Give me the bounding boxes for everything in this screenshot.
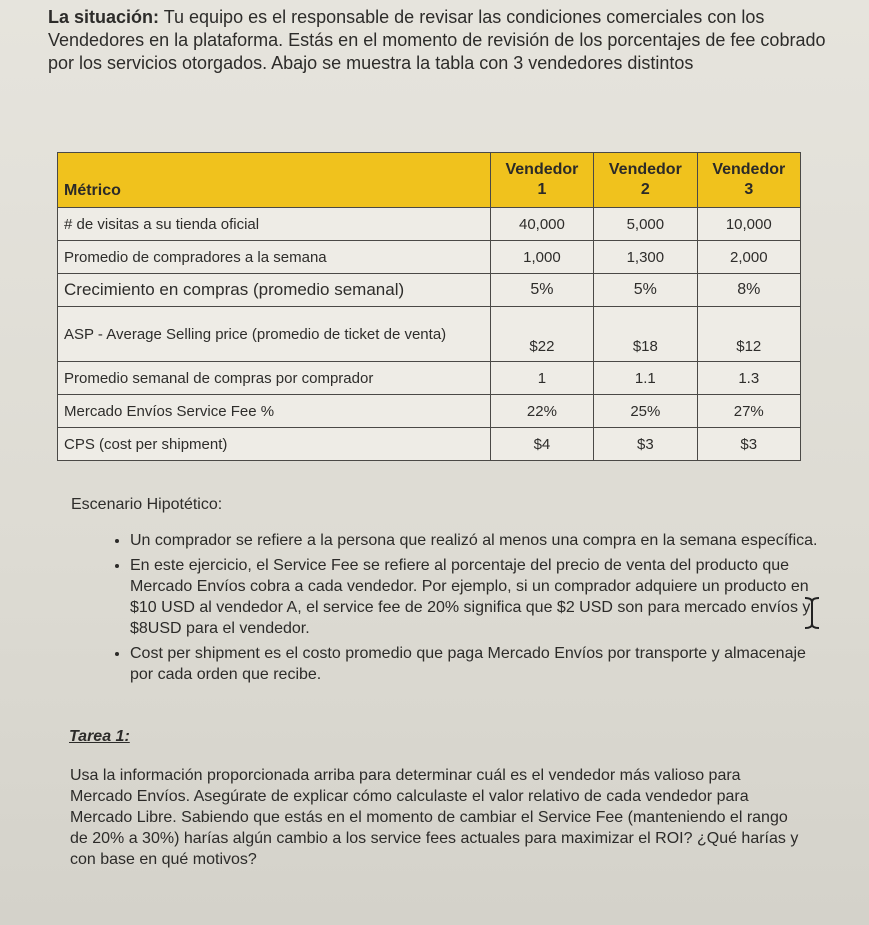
cell-vendor-1: $4 xyxy=(490,428,593,461)
table-row xyxy=(58,241,801,274)
cell-vendor-3: 10,000 xyxy=(697,208,800,241)
list-item: • En este ejercicio, el Service Fee se refiere al porcentaje del precio de venta del producto que Mercado Envíos cobra a cada vendedor. Por ejemplo, si un comprador adquiere un producto en $10 USD al vendedor A, el service fee de 20% significa que $2 USD son para mercado envíos y $8USD para el vendedor. xyxy=(130,555,830,639)
row-label: Promedio semanal de compras por comprador xyxy=(58,362,491,395)
metrics-table xyxy=(57,152,801,461)
text-cursor-icon xyxy=(802,596,822,630)
scenario-title: Escenario Hipotético: xyxy=(71,496,223,513)
vendor-word: Vendedor xyxy=(505,161,579,178)
vendor-word: Vendedor xyxy=(712,161,786,178)
cell-vendor-3: 8% xyxy=(697,274,800,307)
cell-vendor-1: 5% xyxy=(490,274,593,307)
vendor-1-header xyxy=(490,153,593,208)
cell-vendor-2: $3 xyxy=(594,428,697,461)
situation-paragraph xyxy=(48,6,853,75)
cell-vendor-1: 22% xyxy=(490,395,593,428)
row-label: Mercado Envíos Service Fee % xyxy=(58,395,491,428)
vendor-word: Vendedor xyxy=(608,161,682,178)
task-body: Usa la información proporcionada arriba para determinar cuál es el vendedor más valioso para Mercado Envíos. Asegúrate de explicar cómo calculaste el valor relativo de cada vendedor para Mercado Libre. Sabiendo que estás en el momento de cambiar el Service Fee (manteniendo el rango de 20% a 30%) harías algún cambio a los service fees actuales para maximizar el ROI? ¿Qué harías y con base en qué motivos? xyxy=(70,767,799,868)
task-title: Tarea 1: xyxy=(69,728,130,745)
table-row xyxy=(58,307,801,362)
cell-vendor-2: 5% xyxy=(594,274,697,307)
situation-text: Tu equipo es el responsable de revisar las condiciones comerciales con los Vendedores en la plataforma. Estás en el momento de revisión de los porcentajes de fee cobrado por los servicios otorgados. Abajo se muestra la tabla con 3 vendedores distintos xyxy=(48,7,826,73)
situation-label: La situación: xyxy=(48,7,160,27)
table-row xyxy=(58,362,801,395)
table-row xyxy=(58,208,801,241)
vendor-2-header xyxy=(594,153,697,208)
cell-vendor-2: $18 xyxy=(594,307,697,362)
cell-vendor-3: 1.3 xyxy=(697,362,800,395)
cell-vendor-1: $22 xyxy=(490,307,593,362)
cell-vendor-2: 1,300 xyxy=(594,241,697,274)
metric-column-header: Métrico xyxy=(58,153,491,208)
vendor-number: 1 xyxy=(537,181,547,198)
row-label: CPS (cost per shipment) xyxy=(58,428,491,461)
vendor-number: 3 xyxy=(744,181,754,198)
vendor-number: 2 xyxy=(640,181,650,198)
metrics-table-wrapper xyxy=(57,152,801,461)
cell-vendor-1: 1,000 xyxy=(490,241,593,274)
row-label: Crecimiento en compras (promedio semanal) xyxy=(58,274,491,307)
cell-vendor-3: $3 xyxy=(697,428,800,461)
table-row xyxy=(58,274,801,307)
cell-vendor-1: 40,000 xyxy=(490,208,593,241)
cell-vendor-3: 2,000 xyxy=(697,241,800,274)
cell-vendor-3: 27% xyxy=(697,395,800,428)
row-label: Promedio de compradores a la semana xyxy=(58,241,491,274)
vendor-3-header xyxy=(697,153,800,208)
cell-vendor-2: 25% xyxy=(594,395,697,428)
list-item: • Cost per shipment es el costo promedio que paga Mercado Envíos por transporte y almacenaje por cada orden que recibe. xyxy=(130,643,830,685)
table-header-row xyxy=(58,153,801,208)
table-row xyxy=(58,428,801,461)
cell-vendor-1: 1 xyxy=(490,362,593,395)
table-row xyxy=(58,395,801,428)
cell-vendor-3: $12 xyxy=(697,307,800,362)
scenario-bullet-list xyxy=(100,530,830,689)
list-item: • Un comprador se refiere a la persona que realizó al menos una compra en la semana específica. xyxy=(130,530,830,551)
row-label: # de visitas a su tienda oficial xyxy=(58,208,491,241)
cell-vendor-2: 1.1 xyxy=(594,362,697,395)
row-label: ASP - Average Selling price (promedio de ticket de venta) xyxy=(58,307,491,362)
cell-vendor-2: 5,000 xyxy=(594,208,697,241)
